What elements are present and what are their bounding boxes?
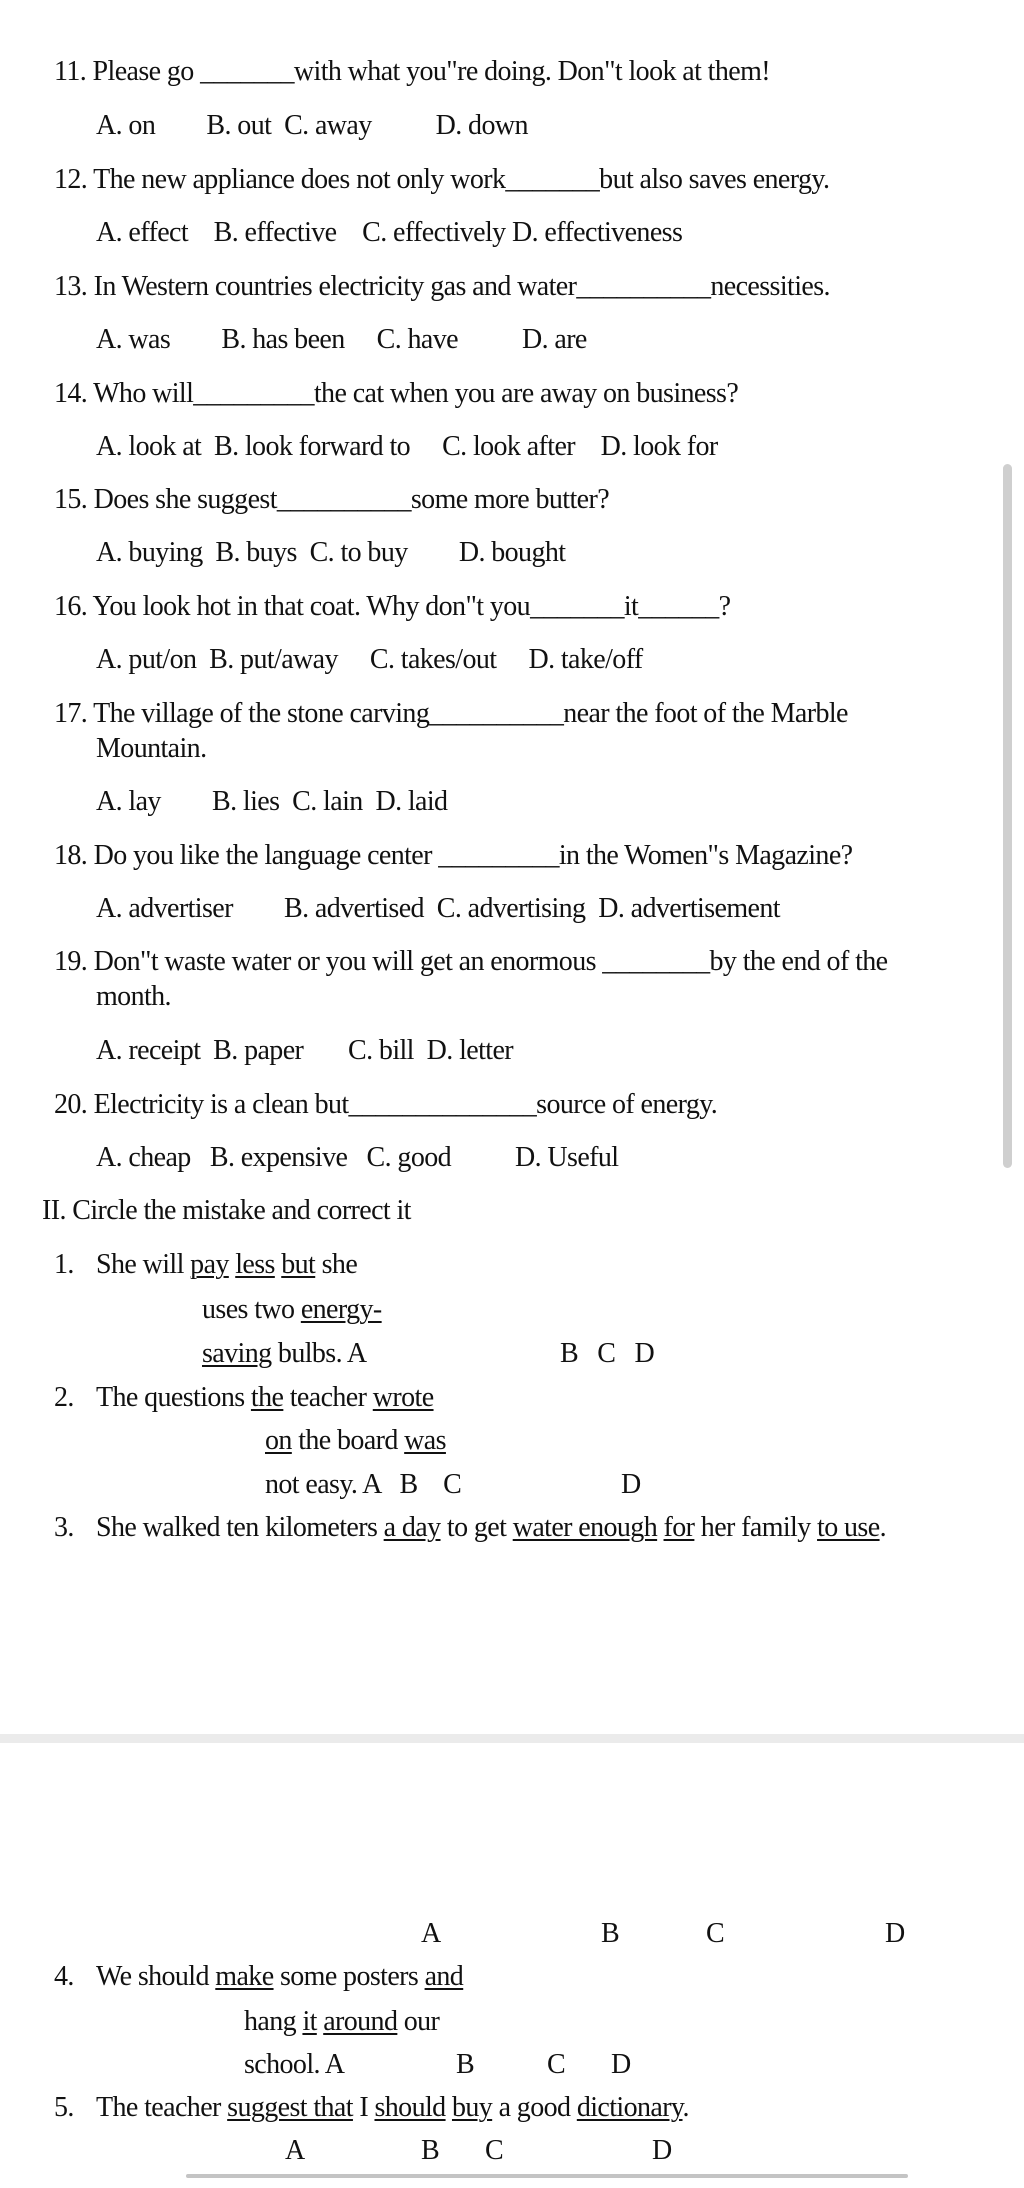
mistake-q4-letter-d: D bbox=[611, 2049, 631, 2080]
mistake-q3-letter-a: A bbox=[421, 1918, 441, 1949]
mistake-q2-line3: not easy. A B C bbox=[265, 1469, 462, 1500]
question-14-options: A. look at B. look forward to C. look after D. look for bbox=[96, 431, 718, 462]
question-15-stem: 15. Does she suggest__________some more butter? bbox=[54, 484, 610, 515]
mistake-q5-letter-b: B bbox=[421, 2135, 440, 2166]
question-18-options: A. advertiser B. advertised C. advertising D. advertisement bbox=[96, 893, 780, 924]
mistake-q1-number: 1. bbox=[54, 1249, 74, 1280]
mistake-q3-sentence: She walked ten kilometers a day to get water enough for her family to use. bbox=[96, 1512, 886, 1543]
question-19-stem: 19. Don"t waste water or you will get an enormous ________by the end of the bbox=[54, 946, 888, 977]
mistake-q2-letter-d: D bbox=[621, 1469, 641, 1500]
question-17-stem: 17. The village of the stone carving__________near the foot of the Marble bbox=[54, 698, 848, 729]
question-11-stem: 11. Please go _______with what you"re doing. Don"t look at them! bbox=[54, 56, 770, 87]
mistake-q2-number: 2. bbox=[54, 1382, 74, 1413]
question-17-options: A. lay B. lies C. lain D. laid bbox=[96, 786, 448, 817]
question-19-stem-continued: month. bbox=[96, 981, 171, 1012]
question-20-options: A. cheap B. expensive C. good D. Useful bbox=[96, 1142, 619, 1173]
question-18-stem: 18. Do you like the language center _________in the Women"s Magazine? bbox=[54, 840, 853, 871]
question-13-options: A. was B. has been C. have D. are bbox=[96, 324, 587, 355]
mistake-q4-letter-c: C bbox=[547, 2049, 566, 2080]
mistake-q2-line2: on the board was bbox=[265, 1425, 446, 1456]
bottom-bar bbox=[186, 2174, 908, 2178]
mistake-q1-line3: saving bulbs. A bbox=[202, 1338, 367, 1369]
question-19-options: A. receipt B. paper C. bill D. letter bbox=[96, 1035, 513, 1066]
question-20-stem: 20. Electricity is a clean but______________source of energy. bbox=[54, 1089, 718, 1120]
mistake-q5-letter-d: D bbox=[652, 2135, 672, 2166]
mistake-q4-line2: hang it around our bbox=[244, 2006, 440, 2037]
mistake-q1-letters: B C D bbox=[560, 1338, 655, 1369]
mistake-q5-number: 5. bbox=[54, 2092, 74, 2123]
mistake-q3-letter-d: D bbox=[885, 1918, 905, 1949]
question-12-stem: 12. The new appliance does not only work_______but also saves energy. bbox=[54, 164, 830, 195]
question-16-stem: 16. You look hot in that coat. Why don"t you_______it______? bbox=[54, 591, 731, 622]
mistake-q1-line1: She will pay less but she bbox=[96, 1249, 358, 1280]
mistake-q2-line1: The questions the teacher wrote bbox=[96, 1382, 434, 1413]
mistake-q5-letter-a: A bbox=[285, 2135, 305, 2166]
mistake-q3-number: 3. bbox=[54, 1512, 74, 1543]
question-16-options: A. put/on B. put/away C. takes/out D. take/off bbox=[96, 644, 643, 675]
question-13-stem: 13. In Western countries electricity gas and water__________necessities. bbox=[54, 271, 830, 302]
mistake-q5-letter-c: C bbox=[485, 2135, 504, 2166]
mistake-q4-line1: We should make some posters and bbox=[96, 1961, 464, 1992]
question-15-options: A. buying B. buys C. to buy D. bought bbox=[96, 537, 566, 568]
mistake-q4-letter-b: B bbox=[456, 2049, 475, 2080]
mistake-q3-letter-b: B bbox=[601, 1918, 620, 1949]
scrollbar[interactable] bbox=[1003, 464, 1012, 1168]
question-14-stem: 14. Who will_________the cat when you are away on business? bbox=[54, 378, 739, 409]
question-11-options: A. on B. out C. away D. down bbox=[96, 110, 528, 141]
mistake-q4-number: 4. bbox=[54, 1961, 74, 1992]
mistake-q3-letter-c: C bbox=[706, 1918, 725, 1949]
question-12-options: A. effect B. effective C. effectively D. effectiveness bbox=[96, 217, 683, 248]
mistake-q1-line2: uses two energy- bbox=[202, 1294, 382, 1325]
question-17-stem-continued: Mountain. bbox=[96, 733, 207, 764]
page-separator bbox=[0, 1734, 1024, 1743]
mistake-q5-sentence: The teacher suggest that I should buy a good dictionary. bbox=[96, 2092, 689, 2123]
section-heading: II. Circle the mistake and correct it bbox=[42, 1195, 411, 1226]
mistake-q4-line3: school. A bbox=[244, 2049, 345, 2080]
